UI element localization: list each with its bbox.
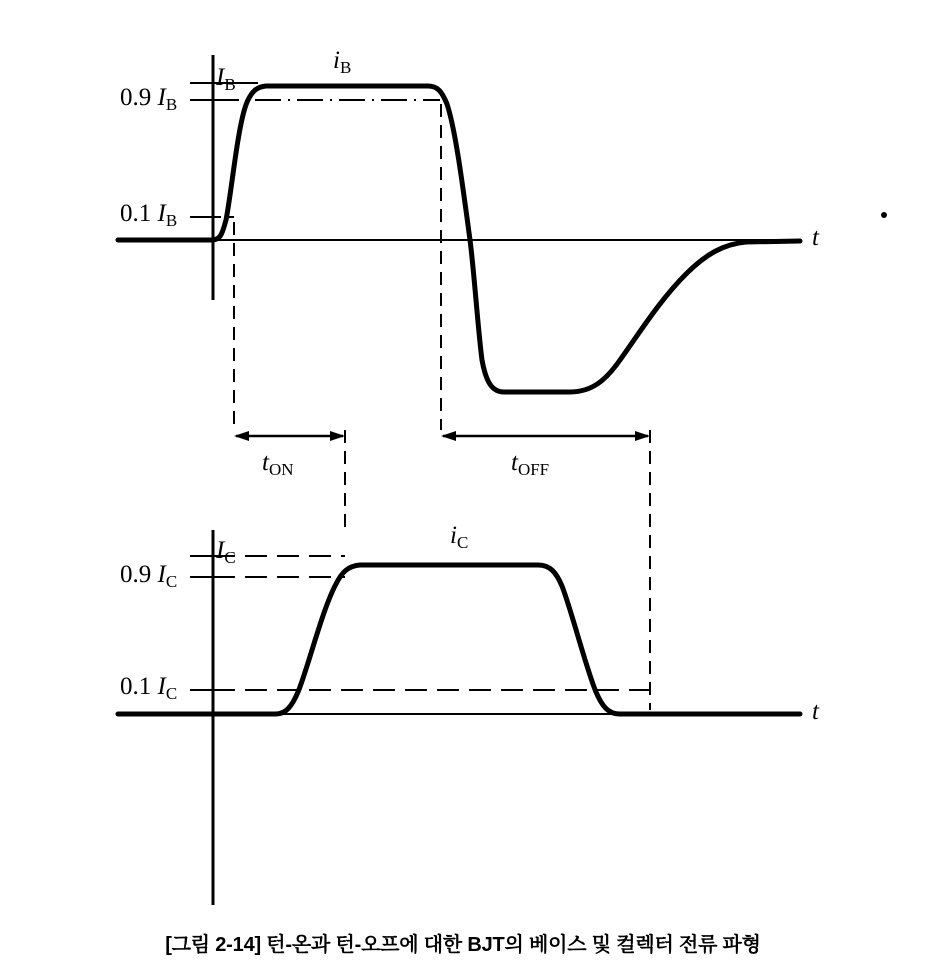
- toff-arrow-head-right: [635, 431, 650, 441]
- ton-label: $t_{ON}$: [262, 449, 294, 479]
- bottom-level-label-09ic: 0.9 IC: [120, 561, 178, 591]
- bottom-level-label-ic: $I_C$: [216, 537, 236, 567]
- page-mark-dot: [881, 212, 887, 218]
- toff-arrow-head-left: [441, 431, 456, 441]
- collector-current-curve-label: $i_C$: [450, 522, 469, 552]
- ton-arrow-head-left: [234, 431, 249, 441]
- bottom-level-label-01ic: 0.1 IC: [120, 673, 178, 703]
- top-level-label-01ib: 0.1 IB: [120, 200, 178, 230]
- figure-caption: [그림 2-14] 턴-온과 턴-오프에 대한 BJT의 베이스 및 컬렉터 전류 파형: [165, 934, 761, 956]
- bottom-axis-label-t: t: [812, 698, 819, 725]
- collector-current-curve: [118, 565, 800, 714]
- top-level-label-ib: $I_B$: [216, 64, 236, 94]
- top-level-label-09ib: 0.9 IB: [120, 84, 178, 114]
- ton-arrow-head-right: [330, 431, 345, 441]
- base-current-curve-label: $i_B$: [333, 47, 352, 77]
- top-axis-label-t: t: [812, 224, 819, 251]
- toff-label: $t_{OFF}$: [511, 449, 550, 479]
